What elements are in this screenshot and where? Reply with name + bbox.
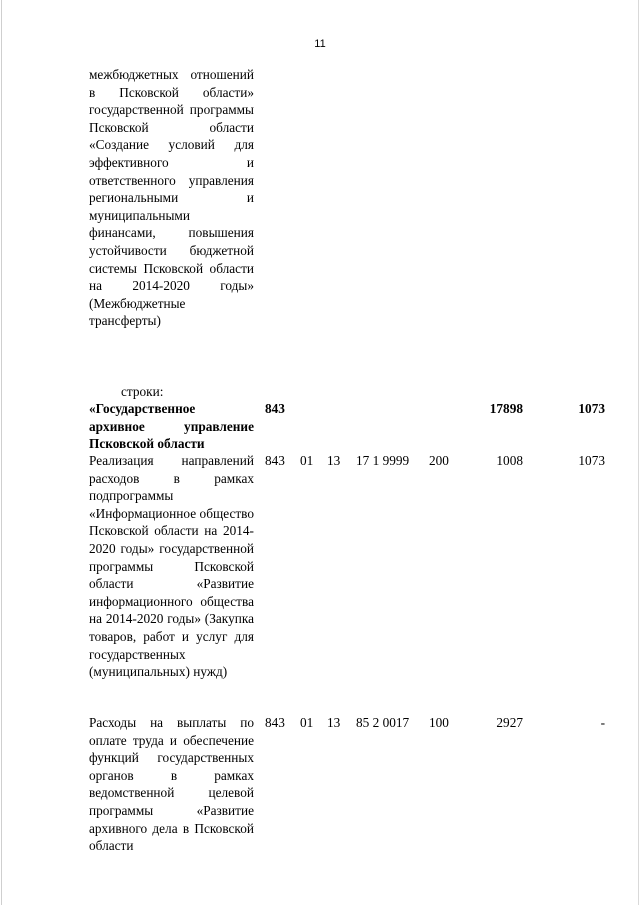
table-row-2-description: Расходы на выплаты по оплате труда и обеспечение функций государственных органов в рамках ведомственной целевой программы «Развитие архивного дела в Псковской области: [89, 715, 254, 854]
table-row-0-description: «Государственное архивное управление Псковской области: [89, 401, 254, 452]
scan-edge-right: [638, 0, 639, 905]
table-row-1-ministry: 843: [265, 453, 285, 468]
table-row-1-sum1: 1008: [496, 453, 523, 468]
table-row-2-sum1: 2927: [496, 715, 523, 730]
table-row-1-expense-type: 200: [429, 453, 449, 468]
table-row-2-target: 85 2 0017: [356, 715, 410, 730]
table-row-0-sum1: 17898: [489, 401, 523, 416]
table-row-2-section: 01: [300, 715, 314, 730]
table-row-0-sum2: 1073: [578, 401, 605, 416]
table-row-1-sum2: 1073: [578, 453, 605, 468]
table-row-2-expense-type: 100: [429, 715, 449, 730]
lead-text: строки:: [121, 384, 164, 399]
table-row-1-description: Реализация направлений расходов в рамках подпрограммы «Информационное общество Псковской области на 2014-2020 годы» государственной программы Псковской области «Развитие информационного общества на 2014-2020 годы» (Закупка товаров, работ и услуг для государственных (муниципальных) нужд): [89, 453, 254, 680]
table-row-1-target: 17 1 9999: [356, 453, 410, 468]
scan-edge-left: [1, 0, 2, 905]
page-number: 11: [314, 38, 326, 50]
table-row-2-subsection: 13: [327, 715, 341, 730]
table-row-1-subsection: 13: [327, 453, 341, 468]
continued-description: межбюджетных отношений в Псковской области» государственной программы Псковской области «Создание условий для эффективного и ответственного управления региональными и муниципальными финансами, повышения устойчивости бюджетной системы Псковской области на 2014-2020 годы» (Межбюджетные трансферты): [89, 67, 254, 329]
table-row-2-ministry: 843: [265, 715, 285, 730]
table-row-2-sum2: -: [600, 715, 605, 730]
table-row-1-section: 01: [300, 453, 314, 468]
table-row-0-ministry: 843: [265, 401, 285, 416]
